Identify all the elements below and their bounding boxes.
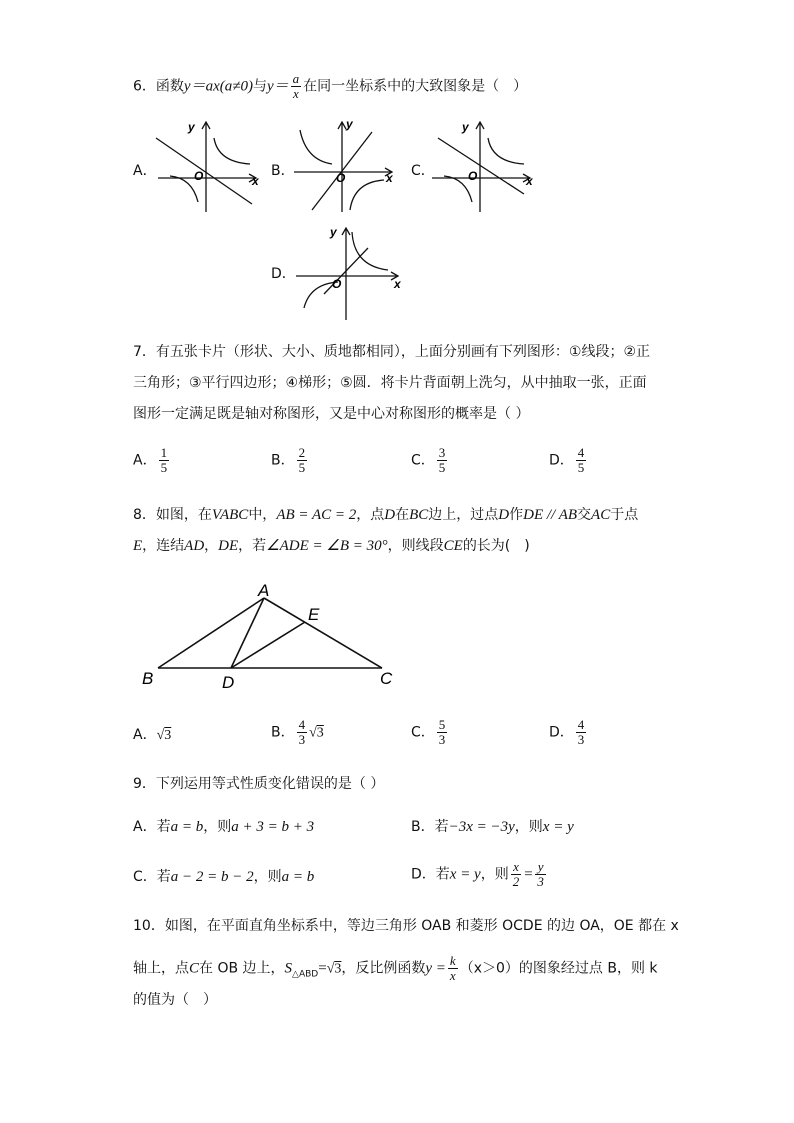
q7-option-d[interactable]: D． $\frac{4}{5}$ [549,445,585,475]
sqrt: √3 [309,725,324,741]
fraction: $\frac{y}{3}$ [537,859,544,889]
q8-option-a[interactable]: A．√3 [133,727,172,743]
origin-label: O [332,277,342,291]
q6-graph-a[interactable] [152,116,264,216]
y-axis-label: y [330,225,337,239]
point-c-label: C [380,669,393,688]
segment-ac [264,598,382,668]
q8-option-d[interactable]: D． $\frac{4}{3}$ [549,717,585,747]
line-y-ax [438,138,524,194]
x-axis-label: x [386,171,393,185]
point-e-label: E [308,605,320,624]
q8-triangle-figure [136,578,406,693]
fraction: $\frac{2}{5}$ [298,445,306,475]
fraction: $\frac{4}{3}$ [577,717,585,747]
y-axis-label: y [188,120,195,134]
q10-line-3: 的值为（ ） [133,992,217,1008]
q6-graph-d[interactable] [290,222,406,322]
q8-option-b[interactable]: B． $\frac{4}{3}$ √3 [271,717,324,747]
sqrt: √3 [326,961,342,977]
q6-option-a-label[interactable]: A． [133,163,157,179]
q9-option-c[interactable]: C．若a − 2 = b − 2，则a = b [133,869,315,885]
hyperbola-branch-q2 [300,130,332,164]
origin-label: O [194,169,204,183]
q6-fraction: $\frac{a}{x}$ [292,71,300,101]
point-d-label: D [222,673,235,692]
point-b-label: B [142,669,154,688]
q7-line-1: 7．有五张卡片（形状、大小、质地都相同），上面分别画有下列图形：①线段；②正 [133,344,651,360]
q8-line-1: 8．如图，在VABC中，AB = AC = 2，点D在BC边上，过点D作DE // AB交AC于点 [133,507,639,523]
fraction: $\frac{3}{5}$ [438,445,446,475]
q9-option-b[interactable]: B．若−3x = −3y，则x = y [411,819,574,835]
x-axis-label: x [252,174,259,188]
fraction: $\frac{1}{5}$ [160,445,168,475]
q7-line-3: 图形一定满足既是轴对称图形，又是中心对称图形的概率是（ ） [133,406,530,422]
q6-stem: 6．函数y＝ax(a≠0)与y＝ $\frac{a}{x}$ 在同一坐标系中的大致图象是（ ） [133,71,528,101]
x-axis-label: x [526,174,533,188]
q8-option-c[interactable]: C． $\frac{5}{3}$ [411,717,446,747]
q6-option-b-label[interactable]: B． [271,163,295,179]
q6-graph-c[interactable] [426,116,538,216]
q7-option-c[interactable]: C． $\frac{3}{5}$ [411,445,446,475]
hyperbola-branch-q1 [352,232,388,270]
fraction: $\frac{x}{2}$ [512,859,520,889]
line-y-ax [156,138,252,204]
sqrt: √3 [156,728,172,743]
x-axis-label: x [394,277,401,291]
fraction: $\frac{4}{5}$ [577,445,585,475]
q10-line-2: 轴上，点C在 OB 边上，$S_{\triangle ABD}=√3$，反比例函数y = $\frac{k}{x}$ （x＞0）的图象经过点 B，则 k [133,953,658,983]
q6-graph-b[interactable] [288,116,400,216]
q10-line-1: 10．如图，在平面直角坐标系中，等边三角形 OAB 和菱形 OCDE 的边 OA，OE 都在 x [133,918,679,934]
q7-option-a[interactable]: A． $\frac{1}{5}$ [133,445,168,475]
fraction: $\frac{k}{x}$ [449,953,456,983]
hyperbola-branch-q4 [350,180,384,210]
y-axis-label: y [346,117,353,131]
fraction: $\frac{4}{3}$ [298,717,306,747]
origin-label: O [336,171,346,185]
origin-label: O [468,169,478,183]
q6-option-c-label[interactable]: C． [411,163,435,179]
q8-line-2: E，连结AD，DE，若∠ADE = ∠B = 30°，则线段CE的长为( ) [133,538,530,554]
q7-line-2: 三角形；③平行四边形；④梯形；⑤圆．将卡片背面朝上洗匀，从中抽取一张，正面 [133,375,647,391]
y-axis-label: y [462,120,469,134]
hyperbola-branch-q1 [488,138,524,164]
q9-option-a[interactable]: A．若a = b，则a + 3 = b + 3 [133,819,315,835]
q9-option-d[interactable]: D．若x = y，则 $\frac{x}{2}$ = $\frac{y}{3}$ [411,859,544,889]
q7-option-b[interactable]: B． $\frac{2}{5}$ [271,445,306,475]
q6-option-d-label[interactable]: D． [271,266,296,282]
q9-stem: 9．下列运用等式性质变化错误的是（ ） [133,776,385,792]
fraction: $\frac{5}{3}$ [438,717,446,747]
point-a-label: A [258,581,270,600]
hyperbola-branch-q1 [214,138,250,164]
